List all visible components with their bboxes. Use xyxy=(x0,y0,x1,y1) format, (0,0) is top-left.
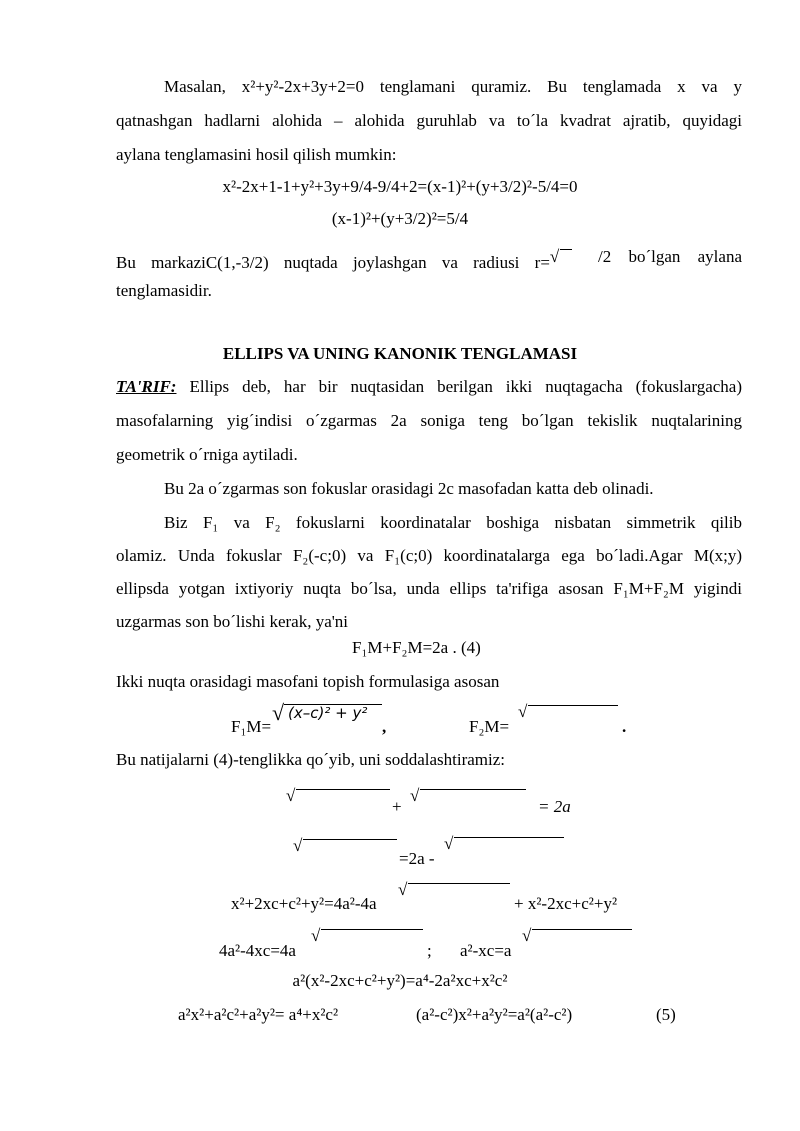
paragraph-line: qatnashgan hadlarni alohida – alohida guruhlab va to´la kvadrat ajratib, quyidagi xyxy=(116,111,742,130)
sqrt-sign: √ xyxy=(444,834,564,856)
definition-label: TA'RIF: xyxy=(116,377,177,396)
sqrt-sign: √ xyxy=(398,880,510,902)
sqrt-sign: √ xyxy=(311,926,423,948)
equation-mid: a²-xc=a xyxy=(460,941,512,960)
paragraph-line: aylana tenglamasini hosil qilish mumkin: xyxy=(116,145,397,164)
paragraph-line: Ikki nuqta orasidagi masofani topish formulasiga asosan xyxy=(116,672,500,691)
paragraph-line: Bu 2a o´zgarmas son fokuslar orasidagi 2c masofadan katta deb olinadi. xyxy=(164,479,654,498)
definition-line: geometrik o´rniga aytiladi. xyxy=(116,445,298,464)
equation-lhs: x²+2xc+c²+y²=4a²-4a xyxy=(231,894,377,913)
sqrt-sign: √ (x–c)² + y² xyxy=(272,700,382,728)
definition-line: masofalarning yig´indisi o´zgarmas 2a soniga teng bo´lgan tekislik nuqtalarining xyxy=(116,411,742,430)
f2m-label: F₂M= xyxy=(469,717,510,736)
rhs: =2a - xyxy=(399,849,435,868)
paragraph-line xyxy=(116,246,742,274)
paragraph-line: Bu natijalarni (4)-tenglikka qo´yib, uni soddalashtiramiz: xyxy=(116,750,506,769)
separator: ; xyxy=(427,941,432,960)
paragraph-line: uzgarmas son bo´lishi kerak, ya'ni xyxy=(116,612,349,631)
equation-number: (5) xyxy=(656,1005,676,1024)
text: Ellips deb, har bir nuqtasidan berilgan ikki nuqtagacha (fokuslargacha) xyxy=(176,377,742,396)
comma: , xyxy=(382,717,387,736)
sqrt-sign: √ xyxy=(550,246,572,268)
equation: a²x²+a²c²+a²y²= a⁴+x²c² xyxy=(178,1005,339,1024)
paragraph-line: olamiz. Unda fokuslar F₂(-c;0) va F₁(c;0) koordinatalarga ega bo´ladi.Agar M(x;y) xyxy=(116,546,742,565)
paragraph-line: tenglamasidir. xyxy=(116,281,212,300)
equation: (a²-c²)x²+a²y²=a²(a²-c²) xyxy=(416,1005,573,1024)
paragraph-line: Biz F₁ va F₂ fokuslarni koordinatalar boshiga nisbatan simmetrik qilib xyxy=(164,513,742,532)
equation-rhs: + x²-2xc+c²+y² xyxy=(514,894,618,913)
dot: . xyxy=(622,717,627,736)
equation: (x-1)²+(y+3/2)²=5/4 xyxy=(331,209,469,228)
f1m-label: F₁M= xyxy=(231,717,272,736)
equation-lhs: 4a²-4xc=4a xyxy=(219,941,296,960)
sqrt-sign: √ xyxy=(286,786,390,808)
definition-line xyxy=(116,376,742,398)
equation: x²-2x+1-1+y²+3y+9/4-9/4+2=(x-1)²+(y+3/2)²-5/4=0 xyxy=(222,177,578,196)
text: Bu markaziC(1,-3/2) nuqtada joylashgan va radiusi r= xyxy=(116,253,550,272)
sqrt-sign: √ xyxy=(522,926,632,948)
text: /2 bo´lgan aylana xyxy=(597,247,742,266)
plus-sign: + xyxy=(392,797,402,816)
paragraph-line: ellipsda yotgan ixtiyoriy nuqta bo´lsa, unda ellips ta'rifiga asosan F₁M+F₂M yigindi xyxy=(116,579,742,598)
paragraph-line: Masalan, x²+y²-2x+3y+2=0 tenglamani quramiz. Bu tenglamada x va y xyxy=(164,77,742,96)
sqrt-sign: √ xyxy=(518,702,618,724)
equation: a²(x²-2xc+c²+y²)=a⁴-2a²xc+x²c² xyxy=(292,971,508,990)
f1m-expression: (x–c)² + y² xyxy=(288,704,368,722)
sqrt-sign: √ xyxy=(410,786,526,808)
rhs: = 2a xyxy=(538,797,571,816)
sqrt-sign: √ xyxy=(293,836,397,858)
equation: F₁M+F₂M=2a . (4) xyxy=(352,638,481,657)
section-heading: ELLIPS VA UNING KANONIK TENGLAMASI xyxy=(222,344,578,363)
